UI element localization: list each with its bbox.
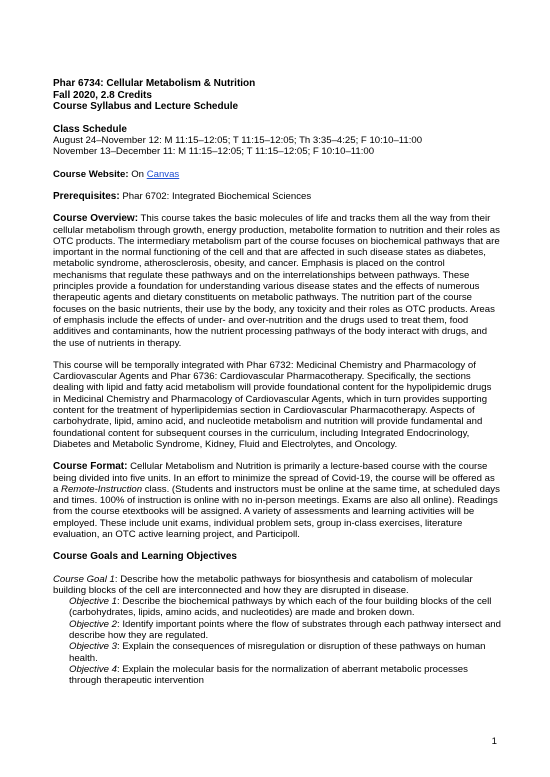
course-format-label: Course Format: (53, 461, 128, 473)
course-goal-1 (53, 574, 501, 597)
canvas-link[interactable]: Canvas (146, 168, 180, 180)
course-term: Fall 2020, 2.8 Credits (53, 89, 152, 101)
course-overview (53, 213, 501, 349)
course-website (53, 169, 501, 180)
objective-3-text: : Explain the consequences of misregulation or disruption of these pathways on human health. (69, 641, 486, 664)
course-format-text-a: Cellular Metabolism and Nutrition is primarily a lecture-based course with the course being divided into five units. In an effort to minimize the spread of Covid-19, the course will be offered as a (53, 461, 495, 495)
objective-1-text: : Describe the biochemical pathways by which each of the four building blocks of the cell (carbohydrates, lipids, amino acids, and nucleotides) are made and broken down. (69, 596, 492, 619)
course-header (53, 78, 501, 113)
objective-3-label: Objective 3 (69, 641, 117, 653)
objective-2 (69, 619, 501, 642)
course-goal-1-label: Course Goal 1 (53, 573, 115, 585)
integration-paragraph: This course will be temporally integrated with Phar 6732: Medicinal Chemistry and Pharmacology of Cardiovascular Agents and Phar 6736: Cardiovascular Pharmacotherapy. Specifically, the sections dealing with lipid and fatty acid metabolism will provide foundational content for the hypolipidemic drugs in Medicinal Chemistry and Pharmacology of Cardiovascular Agents, which in turn provides supporting content for the treatment of hyperlipidemias section in Cardiovascular Pharmacotherapy. Aspects of carbohydrate, lipid, amino acid, and nucleotide metabolism and nutrition will provide fundamental and foundational content for subsequent courses in the curriculum, including Integrated Endocrinology, Diabetes and Metabolic Syndrome, Kidney, Fluid and Electrolytes, and Oncology. (53, 359, 492, 450)
prerequisites-label: Prerequisites: (53, 190, 120, 202)
course-website-label: Course Website: (53, 168, 129, 180)
schedule-line-2: November 13–December 11: M 11:15–12:05; T 11:15–12:05; F 10:10–11:00 (53, 146, 375, 158)
page-content (53, 78, 501, 687)
prerequisites-text: Phar 6702: Integrated Biochemical Sciences (122, 190, 312, 202)
objective-1-label: Objective 1 (69, 596, 117, 608)
objective-4-label: Objective 4 (69, 663, 117, 675)
objective-2-text: : Identify important points where the flow of substrates through each pathway intersect and describe how they are regulated. (69, 618, 501, 642)
class-schedule (53, 124, 501, 158)
course-title: Phar 6734: Cellular Metabolism & Nutrition (53, 78, 256, 89)
objective-1 (69, 596, 501, 619)
course-format-text-b: class. (Students and instructors must be online at the same time, at scheduled days and times. 100% of instruction is online with no in-person meetings. Exams are also all online). Readings from the course etextbooks will be assigned. A variety of assessments and learning activities will be employed. These include unit exams, individual problem sets, group in-class exercises, literature evaluation, an OTC active learning project, and Participoll. (53, 483, 500, 540)
course-website-prefix: On (131, 168, 145, 180)
objective-4-text: : Explain the molecular basis for the normalization of aberrant metabolic processes through therapeutic intervention (69, 663, 468, 687)
course-goal-1-text: : Describe how the metabolic pathways for biosynthesis and catabolism of molecular building blocks of the cell are interconnected and how they are disrupted in disease. (53, 573, 473, 596)
document-title: Course Syllabus and Lecture Schedule (53, 101, 239, 113)
prerequisites (53, 191, 501, 202)
course-goals-heading: Course Goals and Learning Objectives (53, 551, 237, 563)
remote-instruction-term: Remote-Instruction (61, 483, 143, 495)
course-overview-text: This course takes the basic molecules of life and tracks them all the way from their cellular metabolism through growth, energy production, metabolite formation to nutrition and their roles as OTC products. The intermediary metabolism part of the course focuses on biochemical pathways that are important in the normal functioning of the cell and that are affected in such disease states as diabetes, metabolic syndrome, atherosclerosis, obesity, and cancer. Emphasis is placed on the control mechanisms that regulate these pathways and on the interrelationships between pathways. These principles provide a foundation for understanding various disease states and the effects of numerous therapeutic agents and dietary constituents on metabolic pathways. The nutrition part of the course focuses on the basic nutrients, their use by the body, any toxicity and their roles as OTC products. Areas of emphasis include the effects of under- and over-nutrition and the drugs used to treat them, food additives and contaminants, how the nutrient processing pathways of the body interact with drugs, and the use of nutrients in therapy. (53, 213, 500, 349)
objective-3 (69, 641, 501, 664)
course-overview-label: Course Overview: (53, 213, 139, 225)
course-goals (53, 551, 501, 686)
course-format (53, 461, 501, 540)
objective-4 (69, 664, 501, 687)
objective-2-label: Objective 2 (69, 618, 117, 630)
class-schedule-heading: Class Schedule (53, 123, 127, 135)
schedule-line-1: August 24–November 12: M 11:15–12:05; T 11:15–12:05; Th 3:35–4:25; F 10:10–11:00 (53, 135, 423, 147)
page-number: 1 (491, 736, 497, 747)
